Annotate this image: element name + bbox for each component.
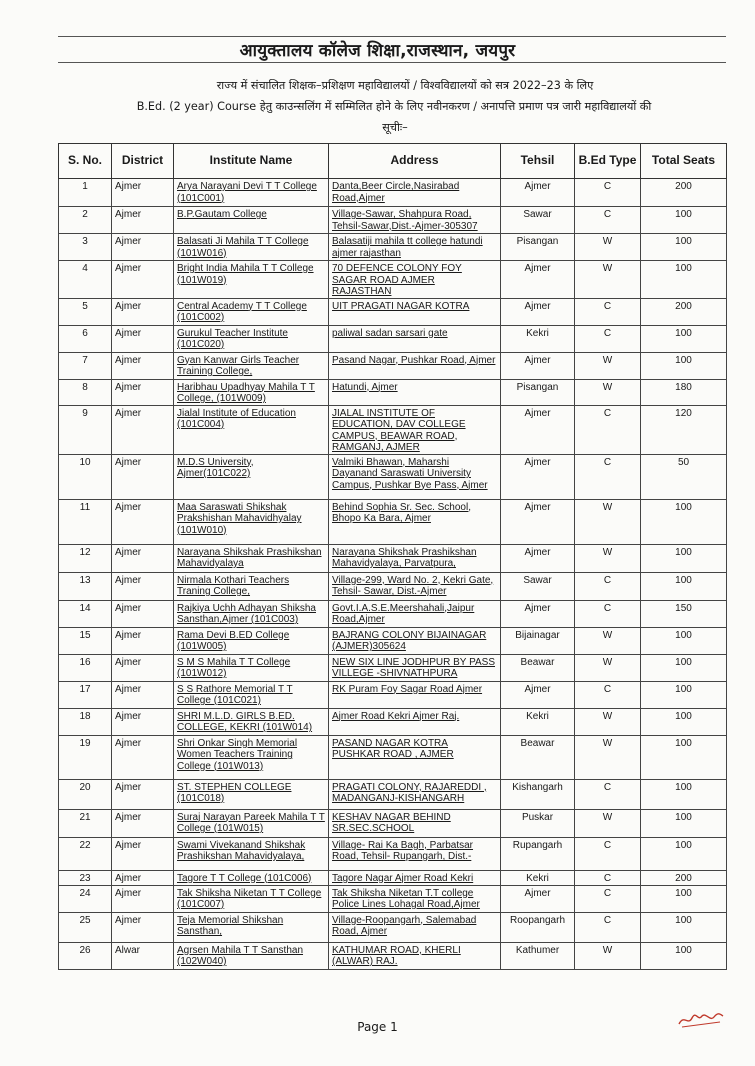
cell-district: Ajmer bbox=[112, 627, 174, 654]
table-row bbox=[59, 735, 727, 779]
cell-address-text: Danta,Beer Circle,Nasirabad Road,Ajmer bbox=[332, 181, 460, 204]
cell-seats: 100 bbox=[641, 735, 727, 779]
cell-address-text: PASAND NAGAR KOTRA PUSHKAR ROAD , AJMER bbox=[332, 737, 454, 760]
page-title: आयुक्तालय कॉलेज शिक्षा,राजस्थान, जयपुर bbox=[239, 41, 516, 61]
cell-institute bbox=[174, 179, 329, 207]
table-row bbox=[59, 572, 727, 600]
cell-institute bbox=[174, 261, 329, 299]
cell-type: C bbox=[575, 912, 641, 942]
table-row bbox=[59, 454, 727, 499]
cell-tehsil: Rupangarh bbox=[501, 837, 575, 870]
cell-seats: 100 bbox=[641, 912, 727, 942]
table-row bbox=[59, 405, 727, 454]
cell-institute bbox=[174, 600, 329, 627]
cell-institute-text: S S Rathore Memorial T T College (101C021) bbox=[177, 683, 293, 706]
cell-institute bbox=[174, 654, 329, 681]
cell-tehsil: Pisangan bbox=[501, 234, 575, 261]
cell-sno: 2 bbox=[59, 207, 112, 234]
cell-district: Ajmer bbox=[112, 600, 174, 627]
header-bottom-rule bbox=[58, 62, 726, 63]
cell-address bbox=[329, 942, 501, 969]
cell-tehsil: Ajmer bbox=[501, 499, 575, 544]
cell-address bbox=[329, 379, 501, 405]
cell-address bbox=[329, 837, 501, 870]
cell-tehsil: Ajmer bbox=[501, 261, 575, 299]
subtitle-line-3: सूचीः– bbox=[382, 121, 408, 134]
cell-institute-text: S M S Mahila T T College (101W012) bbox=[177, 656, 291, 679]
table-row bbox=[59, 627, 727, 654]
cell-tehsil: Kekri bbox=[501, 870, 575, 885]
cell-address bbox=[329, 779, 501, 809]
cell-seats: 100 bbox=[641, 352, 727, 379]
cell-sno: 14 bbox=[59, 600, 112, 627]
cell-address bbox=[329, 681, 501, 708]
cell-address-text: KESHAV NAGAR BEHIND SR.SEC.SCHOOL bbox=[332, 811, 451, 834]
table-row bbox=[59, 942, 727, 969]
cell-district: Ajmer bbox=[112, 379, 174, 405]
cell-tehsil: Ajmer bbox=[501, 454, 575, 499]
cell-address bbox=[329, 352, 501, 379]
cell-institute bbox=[174, 234, 329, 261]
cell-district: Ajmer bbox=[112, 352, 174, 379]
cell-seats: 100 bbox=[641, 809, 727, 837]
cell-seats: 100 bbox=[641, 779, 727, 809]
cell-type: W bbox=[575, 654, 641, 681]
cell-sno: 23 bbox=[59, 870, 112, 885]
cell-type: C bbox=[575, 681, 641, 708]
cell-address-text: PRAGATI COLONY, RAJAREDDI , MADANGANJ-KISHANGARH bbox=[332, 781, 487, 804]
cell-address-text: Hatundi, Ajmer bbox=[332, 381, 398, 393]
cell-tehsil: Beawar bbox=[501, 654, 575, 681]
cell-sno: 20 bbox=[59, 779, 112, 809]
cell-tehsil: Ajmer bbox=[501, 885, 575, 912]
cell-tehsil: Bijainagar bbox=[501, 627, 575, 654]
cell-district: Ajmer bbox=[112, 544, 174, 572]
cell-institute-text: Tak Shiksha Niketan T T College (101C007) bbox=[177, 887, 322, 910]
cell-seats: 100 bbox=[641, 499, 727, 544]
cell-tehsil: Ajmer bbox=[501, 179, 575, 207]
signature-mark bbox=[676, 1008, 726, 1030]
table-row bbox=[59, 379, 727, 405]
cell-institute bbox=[174, 885, 329, 912]
cell-type: C bbox=[575, 454, 641, 499]
cell-sno: 26 bbox=[59, 942, 112, 969]
subtitle-line-1: राज्य में संचालित शिक्षक–प्रशिक्षण महाविद्यालयों / विश्वविद्यालयों को सत्र 2022–23 के लिए bbox=[216, 79, 594, 92]
cell-address-text: KATHUMAR ROAD, KHERLI (ALWAR) RAJ. bbox=[332, 944, 461, 967]
cell-type: C bbox=[575, 207, 641, 234]
cell-tehsil: Kathumer bbox=[501, 942, 575, 969]
cell-type: W bbox=[575, 352, 641, 379]
cell-sno: 8 bbox=[59, 379, 112, 405]
cell-district: Ajmer bbox=[112, 735, 174, 779]
cell-address bbox=[329, 179, 501, 207]
cell-institute-text: Teja Memorial Shikshan Sansthan, bbox=[177, 914, 284, 937]
cell-institute bbox=[174, 779, 329, 809]
cell-institute-text: Tagore T T College (101C006) bbox=[177, 872, 312, 884]
table-row bbox=[59, 809, 727, 837]
cell-seats: 100 bbox=[641, 708, 727, 735]
cell-district: Ajmer bbox=[112, 179, 174, 207]
cell-seats: 100 bbox=[641, 261, 727, 299]
cell-institute-text: Nirmala Kothari Teachers Traning College, bbox=[177, 574, 290, 597]
cell-address bbox=[329, 627, 501, 654]
table-row bbox=[59, 885, 727, 912]
table-row bbox=[59, 708, 727, 735]
cell-address bbox=[329, 600, 501, 627]
cell-tehsil: Beawar bbox=[501, 735, 575, 779]
cell-seats: 100 bbox=[641, 207, 727, 234]
cell-institute-text: Shri Onkar Singh Memorial Women Teachers Training College (101W013) bbox=[177, 737, 298, 772]
cell-institute bbox=[174, 499, 329, 544]
cell-tehsil: Kishangarh bbox=[501, 779, 575, 809]
cell-district: Ajmer bbox=[112, 454, 174, 499]
cell-address-text: paliwal sadan sarsari gate bbox=[332, 327, 448, 339]
table-row bbox=[59, 261, 727, 299]
cell-type: W bbox=[575, 627, 641, 654]
cell-address bbox=[329, 405, 501, 454]
cell-address-text: Village-Sawar, Shahpura Road, Tehsil-Sawar,Dist.-Ajmer-305307 bbox=[332, 209, 478, 232]
table-row bbox=[59, 325, 727, 352]
table-row bbox=[59, 912, 727, 942]
cell-type: C bbox=[575, 837, 641, 870]
cell-sno: 22 bbox=[59, 837, 112, 870]
cell-address bbox=[329, 261, 501, 299]
cell-tehsil: Puskar bbox=[501, 809, 575, 837]
cell-institute bbox=[174, 379, 329, 405]
cell-sno: 1 bbox=[59, 179, 112, 207]
cell-tehsil: Ajmer bbox=[501, 600, 575, 627]
table-body bbox=[59, 179, 727, 970]
cell-sno: 21 bbox=[59, 809, 112, 837]
cell-address-text: Village-Roopangarh, Salemabad Road, Ajmer bbox=[332, 914, 477, 937]
cell-address-text: BAJRANG COLONY BIJAINAGAR (AJMER)305624 bbox=[332, 629, 487, 652]
cell-sno: 15 bbox=[59, 627, 112, 654]
cell-type: C bbox=[575, 870, 641, 885]
cell-tehsil: Ajmer bbox=[501, 681, 575, 708]
cell-tehsil: Pisangan bbox=[501, 379, 575, 405]
cell-institute-text: Rama Devi B.ED College (101W005) bbox=[177, 629, 290, 652]
cell-district: Alwar bbox=[112, 942, 174, 969]
cell-institute-text: M.D.S University, Ajmer(101C022) bbox=[177, 456, 254, 479]
cell-institute bbox=[174, 870, 329, 885]
cell-tehsil: Ajmer bbox=[501, 352, 575, 379]
cell-address-text: Valmiki Bhawan, Maharshi Dayanand Saraswati University Campus, Pushkar Bye Pass, Ajmer bbox=[332, 456, 488, 491]
table-row bbox=[59, 499, 727, 544]
cell-type: W bbox=[575, 544, 641, 572]
cell-sno: 25 bbox=[59, 912, 112, 942]
cell-sno: 5 bbox=[59, 298, 112, 325]
cell-sno: 10 bbox=[59, 454, 112, 499]
document-subtitle bbox=[62, 75, 728, 138]
cell-district: Ajmer bbox=[112, 681, 174, 708]
cell-address-text: Govt.I.A.S.E.Meershahali,Jaipur Road,Ajmer bbox=[332, 602, 475, 625]
cell-address-text: NEW SIX LINE JODHPUR BY PASS VILLEGE -SHIVNATHPURA bbox=[332, 656, 496, 679]
col-header-type: B.Ed Type bbox=[575, 144, 641, 179]
table-row bbox=[59, 234, 727, 261]
cell-institute bbox=[174, 544, 329, 572]
cell-type: W bbox=[575, 708, 641, 735]
cell-address-text: Balasatiji mahila tt college hatundi ajmer rajasthan bbox=[332, 236, 483, 259]
cell-seats: 120 bbox=[641, 405, 727, 454]
cell-type: C bbox=[575, 405, 641, 454]
cell-institute bbox=[174, 809, 329, 837]
cell-institute bbox=[174, 352, 329, 379]
cell-institute-text: Central Academy T T College (101C002) bbox=[177, 300, 307, 323]
cell-tehsil: Sawar bbox=[501, 572, 575, 600]
cell-seats: 100 bbox=[641, 942, 727, 969]
cell-institute bbox=[174, 405, 329, 454]
cell-type: C bbox=[575, 325, 641, 352]
cell-institute bbox=[174, 681, 329, 708]
cell-district: Ajmer bbox=[112, 654, 174, 681]
cell-institute bbox=[174, 912, 329, 942]
table-row bbox=[59, 837, 727, 870]
cell-institute bbox=[174, 627, 329, 654]
table-row bbox=[59, 544, 727, 572]
cell-institute-text: Haribhau Upadhyay Mahila T T College, (101W009) bbox=[177, 381, 315, 404]
table-row bbox=[59, 870, 727, 885]
cell-type: W bbox=[575, 261, 641, 299]
cell-institute bbox=[174, 735, 329, 779]
cell-type: W bbox=[575, 234, 641, 261]
cell-address bbox=[329, 708, 501, 735]
cell-sno: 18 bbox=[59, 708, 112, 735]
cell-sno: 12 bbox=[59, 544, 112, 572]
cell-type: C bbox=[575, 600, 641, 627]
cell-institute-text: Agrsen Mahila T T Sansthan (102W040) bbox=[177, 944, 304, 967]
cell-institute bbox=[174, 325, 329, 352]
cell-address-text: Narayana Shikshak Prashikshan Mahavidyalaya, Parvatpura, bbox=[332, 546, 477, 569]
cell-type: C bbox=[575, 298, 641, 325]
cell-sno: 17 bbox=[59, 681, 112, 708]
table-row bbox=[59, 681, 727, 708]
cell-address bbox=[329, 454, 501, 499]
cell-tehsil: Ajmer bbox=[501, 405, 575, 454]
col-header-seats: Total Seats bbox=[641, 144, 727, 179]
cell-institute bbox=[174, 454, 329, 499]
cell-address bbox=[329, 885, 501, 912]
cell-seats: 100 bbox=[641, 627, 727, 654]
cell-tehsil: Ajmer bbox=[501, 298, 575, 325]
table-row bbox=[59, 207, 727, 234]
col-header-tehsil: Tehsil bbox=[501, 144, 575, 179]
table-row bbox=[59, 600, 727, 627]
cell-tehsil: Sawar bbox=[501, 207, 575, 234]
cell-address-text: Tak Shiksha Niketan T.T college Police Lines Lohagal Road,Ajmer bbox=[332, 887, 480, 910]
college-list-table bbox=[58, 143, 727, 970]
cell-institute bbox=[174, 207, 329, 234]
cell-institute bbox=[174, 298, 329, 325]
cell-tehsil: Roopangarh bbox=[501, 912, 575, 942]
table-row bbox=[59, 654, 727, 681]
cell-address bbox=[329, 809, 501, 837]
col-header-sno: S. No. bbox=[59, 144, 112, 179]
cell-seats: 100 bbox=[641, 654, 727, 681]
cell-address-text: JIALAL INSTITUTE OF EDUCATION, DAV COLLEGE CAMPUS, BEAWAR ROAD, RAMGANJ, AJMER bbox=[332, 407, 466, 453]
cell-type: C bbox=[575, 779, 641, 809]
table-row bbox=[59, 298, 727, 325]
page-number: Page 1 bbox=[357, 1020, 398, 1034]
cell-district: Ajmer bbox=[112, 207, 174, 234]
header-top-rule bbox=[58, 36, 726, 37]
cell-address bbox=[329, 654, 501, 681]
cell-institute-text: Bright India Mahila T T College (101W019) bbox=[177, 263, 314, 286]
cell-seats: 100 bbox=[641, 572, 727, 600]
table-header-row bbox=[59, 144, 727, 179]
cell-address bbox=[329, 325, 501, 352]
cell-sno: 3 bbox=[59, 234, 112, 261]
cell-address-text: Village- Rai Ka Bagh, Parbatsar Road, Tehsil- Rupangarh, Dist.- bbox=[332, 839, 474, 862]
cell-address-text: Pasand Nagar, Pushkar Road, Ajmer bbox=[332, 354, 496, 366]
cell-address-text: Tagore Nagar Ajmer Road Kekri bbox=[332, 872, 474, 884]
cell-district: Ajmer bbox=[112, 809, 174, 837]
cell-address bbox=[329, 234, 501, 261]
cell-type: W bbox=[575, 942, 641, 969]
cell-institute-text: SHRI M.L.D. GIRLS B.ED. COLLEGE, KEKRI (101W014) bbox=[177, 710, 313, 733]
cell-district: Ajmer bbox=[112, 234, 174, 261]
cell-tehsil: Ajmer bbox=[501, 544, 575, 572]
cell-address bbox=[329, 499, 501, 544]
cell-district: Ajmer bbox=[112, 325, 174, 352]
cell-seats: 180 bbox=[641, 379, 727, 405]
col-header-district: District bbox=[112, 144, 174, 179]
cell-sno: 4 bbox=[59, 261, 112, 299]
cell-tehsil: Kekri bbox=[501, 325, 575, 352]
cell-seats: 50 bbox=[641, 454, 727, 499]
col-header-address: Address bbox=[329, 144, 501, 179]
cell-institute-text: Suraj Narayan Pareek Mahila T T College (101W015) bbox=[177, 811, 325, 834]
cell-district: Ajmer bbox=[112, 405, 174, 454]
cell-address bbox=[329, 544, 501, 572]
cell-sno: 24 bbox=[59, 885, 112, 912]
cell-type: W bbox=[575, 809, 641, 837]
cell-seats: 100 bbox=[641, 544, 727, 572]
cell-institute bbox=[174, 942, 329, 969]
cell-institute bbox=[174, 572, 329, 600]
cell-address bbox=[329, 572, 501, 600]
cell-district: Ajmer bbox=[112, 837, 174, 870]
cell-seats: 100 bbox=[641, 885, 727, 912]
cell-sno: 16 bbox=[59, 654, 112, 681]
cell-address-text: RK Puram Foy Sagar Road Ajmer bbox=[332, 683, 483, 695]
cell-institute-text: B.P.Gautam College bbox=[177, 209, 267, 220]
cell-sno: 9 bbox=[59, 405, 112, 454]
cell-institute-text: Balasati Ji Mahila T T College (101W016) bbox=[177, 236, 309, 259]
cell-district: Ajmer bbox=[112, 885, 174, 912]
col-header-institute: Institute Name bbox=[174, 144, 329, 179]
cell-type: C bbox=[575, 179, 641, 207]
cell-type: C bbox=[575, 885, 641, 912]
subtitle-line-2: B.Ed. (2 year) Course हेतु काउन्सलिंग में सम्मिलित होने के लिए नवीनकरण / अनापत्ति प्रमाण पत्र जारी महाविद्यालयों की bbox=[136, 100, 652, 113]
cell-type: W bbox=[575, 499, 641, 544]
cell-institute-text: Gurukul Teacher Institute (101C020) bbox=[177, 327, 288, 350]
cell-type: W bbox=[575, 735, 641, 779]
cell-sno: 19 bbox=[59, 735, 112, 779]
cell-type: C bbox=[575, 572, 641, 600]
cell-address bbox=[329, 735, 501, 779]
cell-institute-text: Jialal Institute of Education (101C004) bbox=[177, 407, 296, 430]
cell-address-text: Village-299, Ward No. 2, Kekri Gate, Tehsil- Sawar, Dist.-Ajmer bbox=[332, 574, 494, 597]
cell-district: Ajmer bbox=[112, 870, 174, 885]
cell-sno: 13 bbox=[59, 572, 112, 600]
cell-district: Ajmer bbox=[112, 912, 174, 942]
cell-address-text: 70 DEFENCE COLONY FOY SAGAR ROAD AJMER RAJASTHAN bbox=[332, 263, 462, 297]
cell-seats: 200 bbox=[641, 870, 727, 885]
cell-type: W bbox=[575, 379, 641, 405]
cell-institute-text: Arya Narayani Devi T T College (101C001) bbox=[177, 181, 317, 204]
cell-address bbox=[329, 870, 501, 885]
cell-institute-text: Swami Vivekanand Shikshak Prashikshan Mahavidyalaya, bbox=[177, 839, 306, 862]
cell-address bbox=[329, 207, 501, 234]
cell-institute-text: Narayana Shikshak Prashikshan Mahavidyalaya bbox=[177, 546, 322, 569]
cell-district: Ajmer bbox=[112, 779, 174, 809]
cell-institute bbox=[174, 708, 329, 735]
cell-district: Ajmer bbox=[112, 298, 174, 325]
cell-address-text: UIT PRAGATI NAGAR KOTRA bbox=[332, 300, 470, 312]
cell-district: Ajmer bbox=[112, 708, 174, 735]
cell-seats: 100 bbox=[641, 234, 727, 261]
cell-district: Ajmer bbox=[112, 261, 174, 299]
cell-address-text: Behind Sophia Sr. Sec. School, Bhopo Ka Bara, Ajmer bbox=[332, 501, 471, 524]
cell-seats: 200 bbox=[641, 298, 727, 325]
cell-seats: 100 bbox=[641, 681, 727, 708]
cell-institute-text: Maa Saraswati Shikshak Prakshishan Mahavidhyalay (101W010) bbox=[177, 501, 302, 536]
cell-sno: 11 bbox=[59, 499, 112, 544]
cell-institute-text: Rajkiya Uchh Adhayan Shiksha Sansthan,Ajmer (101C003) bbox=[177, 602, 316, 625]
cell-address bbox=[329, 912, 501, 942]
cell-institute bbox=[174, 837, 329, 870]
cell-district: Ajmer bbox=[112, 572, 174, 600]
cell-address bbox=[329, 298, 501, 325]
cell-seats: 200 bbox=[641, 179, 727, 207]
cell-institute-text: Gyan Kanwar Girls Teacher Training College, bbox=[177, 354, 300, 377]
table-row bbox=[59, 179, 727, 207]
cell-address-text: Ajmer Road Kekri Ajmer Raj. bbox=[332, 710, 460, 722]
cell-tehsil: Kekri bbox=[501, 708, 575, 735]
table-row bbox=[59, 779, 727, 809]
cell-seats: 100 bbox=[641, 325, 727, 352]
cell-district: Ajmer bbox=[112, 499, 174, 544]
cell-seats: 100 bbox=[641, 837, 727, 870]
table-row bbox=[59, 352, 727, 379]
cell-sno: 6 bbox=[59, 325, 112, 352]
cell-institute-text: ST. STEPHEN COLLEGE (101C018) bbox=[177, 781, 292, 804]
cell-seats: 150 bbox=[641, 600, 727, 627]
cell-sno: 7 bbox=[59, 352, 112, 379]
